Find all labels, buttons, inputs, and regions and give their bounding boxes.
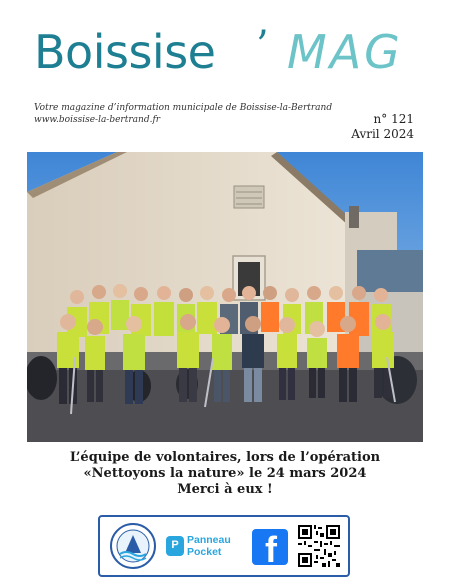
facebook-glyph: f [265,529,277,565]
panneau-pocket-line-1: Panneau [187,534,231,546]
tagline: Votre magazine d’information municipale de Boissise-la-Bertrand [34,103,333,113]
caption-line-1: L’équipe de volontaires, lors de l’opération [69,450,381,465]
qr-code-icon[interactable] [298,525,340,567]
caption-line-2: «Nettoyons la nature» le 24 mars 2024 [83,466,367,481]
website-link[interactable]: www.boissise-la-bertrand.fr [34,115,161,125]
facebook-icon[interactable] [252,529,288,565]
caption-line-3: Merci à eux ! [177,482,273,497]
magazine-suffix: MAG [287,25,403,79]
masthead-apostrophe: ’ [256,23,269,69]
cover-photo [27,152,423,442]
footer-links-box [98,515,350,577]
issue-date: Avril 2024 [351,127,414,141]
panneau-pocket-icon: P [166,536,184,556]
cover-caption [27,450,423,498]
issue-number: n° 121 [373,112,414,126]
panneau-pocket-line-2: Pocket [187,546,222,558]
magazine-name: Boissise [34,25,216,79]
masthead [34,22,424,84]
volunteers-group-photo [27,152,423,442]
panneau-pocket-logo[interactable] [166,534,242,560]
municipal-logo-icon[interactable] [110,523,156,569]
